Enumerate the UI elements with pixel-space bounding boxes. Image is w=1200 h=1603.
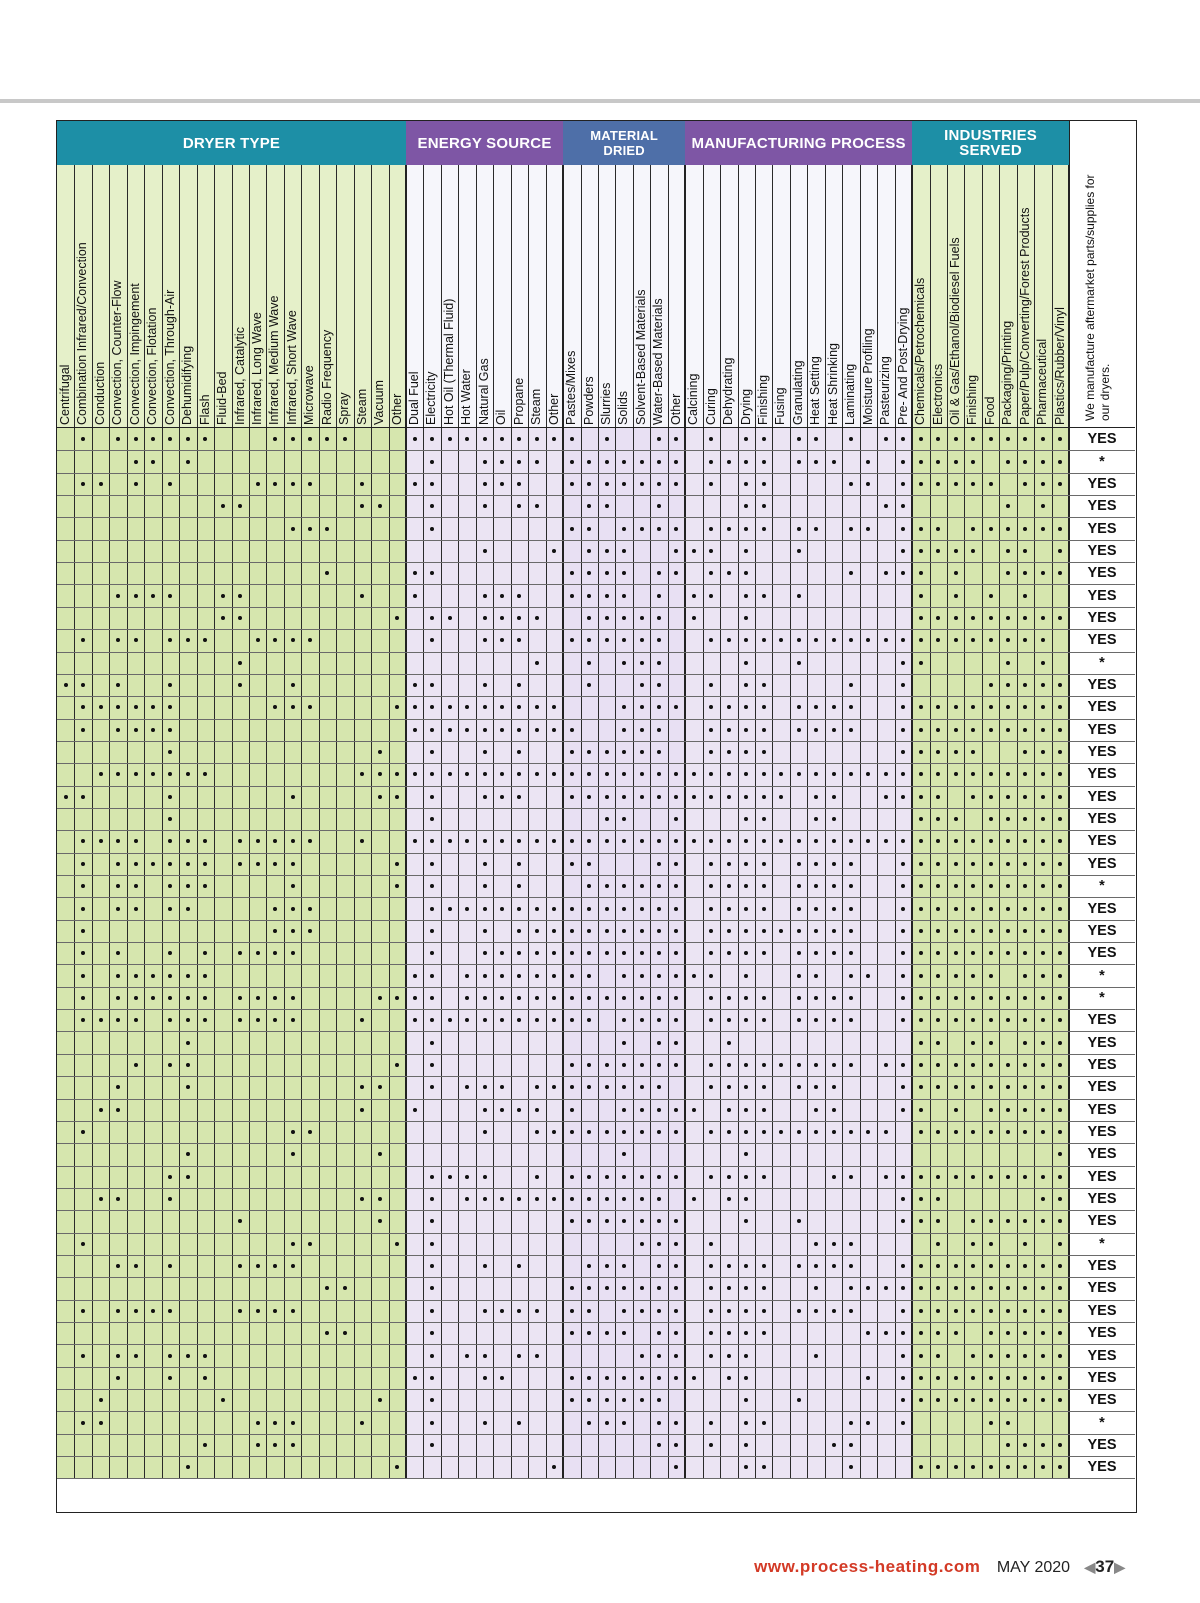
column-label-0-17: Steam (354, 388, 369, 425)
column-label-2-2: Slurries (598, 382, 613, 425)
aftermarket-answer: YES (1087, 699, 1117, 716)
footer-date: MAY 2020 (996, 1559, 1071, 1576)
page-number (1085, 1557, 1125, 1576)
page-right-arrow: ▶ (1114, 1559, 1125, 1575)
aftermarket-answer: YES (1087, 1101, 1117, 1118)
aftermarket-answer: YES (1087, 811, 1117, 828)
aftermarket-answer: YES (1087, 1056, 1117, 1073)
aftermarket-answer: * (1099, 453, 1105, 470)
column-label-0-18: Vacuum (372, 380, 387, 425)
aftermarket-answer: YES (1087, 1436, 1117, 1453)
column-label-3-11: Pasteurizing (878, 356, 893, 425)
column-label-0-19: Other (389, 393, 404, 425)
column-label-0-13: Infrared, Short Wave (284, 310, 299, 425)
column-label-3-9: Laminating (843, 363, 858, 425)
dryer-matrix-table (56, 120, 1137, 1513)
column-label-0-11: Infrared, Long Wave (249, 312, 264, 425)
column-label-4-6: Paper/Pulp/Converting/Forest Products (1017, 207, 1032, 425)
page-number-value: 37 (1095, 1557, 1115, 1576)
footer-url[interactable]: www.process-heating.com (754, 1557, 981, 1576)
column-label-3-2: Dehydrating (721, 357, 736, 425)
column-label-1-8: Other (546, 393, 561, 425)
aftermarket-answer: YES (1087, 1369, 1117, 1386)
aftermarket-answer: YES (1087, 766, 1117, 783)
group-header-1: ENERGY SOURCE (406, 121, 563, 165)
column-label-1-0: Dual Fuel (407, 371, 421, 425)
group-header-2: MATERIAL DRIED (563, 121, 685, 165)
aftermarket-answer: YES (1087, 945, 1117, 962)
column-label-3-7: Heat Setting (808, 356, 823, 425)
column-label-0-0: Centrifugal (58, 364, 72, 425)
column-label-4-8: Plastics/Rubber/Vinyl (1052, 307, 1067, 425)
group-header-4: INDUSTRIES SERVED (912, 121, 1069, 165)
aftermarket-answer: YES (1087, 721, 1117, 738)
column-label-3-0: Calcining (686, 373, 701, 425)
aftermarket-answer: * (1099, 654, 1105, 671)
aftermarket-answer: YES (1087, 609, 1117, 626)
column-label-3-10: Moisture Profiling (860, 328, 875, 425)
aftermarket-answer: YES (1087, 1280, 1117, 1297)
column-label-0-2: Conduction (92, 361, 107, 425)
aftermarket-answer: YES (1087, 1213, 1117, 1230)
aftermarket-answer: YES (1087, 542, 1117, 559)
column-label-1-2: Hot Oil (Thermal Fluid) (441, 298, 456, 425)
column-label-1-6: Propane (511, 377, 526, 425)
column-label-0-4: Convection, Impingement (127, 283, 142, 425)
column-label-3-3: Drying (738, 388, 753, 425)
column-label-2-6: Other (668, 393, 683, 425)
column-label-4-2: Oil & Gas/Ethanol/Biodiesel Fuels (947, 237, 962, 425)
column-label-0-9: Fluid-Bed (215, 371, 230, 425)
column-label-3-6: Granulating (790, 360, 805, 425)
aftermarket-answer: YES (1087, 1012, 1117, 1029)
column-label-0-8: Flash (197, 394, 212, 425)
aftermarket-answer: YES (1087, 475, 1117, 492)
aftermarket-answer: YES (1087, 922, 1117, 939)
column-label-1-5: Oil (494, 409, 509, 425)
aftermarket-answer: YES (1087, 632, 1117, 649)
aftermarket-answer: YES (1087, 677, 1117, 694)
aftermarket-answer: YES (1087, 1079, 1117, 1096)
column-label-0-6: Convection, Through-Air (162, 289, 177, 425)
aftermarket-answer: * (1099, 878, 1105, 895)
aftermarket-answer: YES (1087, 1392, 1117, 1409)
column-label-2-5: Water-Based Materials (651, 298, 666, 425)
column-label-4-4: Food (982, 396, 997, 425)
aftermarket-answer: YES (1087, 498, 1117, 515)
aftermarket-answer: YES (1087, 744, 1117, 761)
page-footer (0, 1557, 1125, 1577)
aftermarket-answer: * (1099, 1414, 1105, 1431)
column-label-2-4: Solvent-Based Materials (633, 289, 648, 425)
column-label-2-1: Powders (581, 376, 596, 425)
column-label-3-5: Fusing (773, 387, 788, 425)
column-label-4-7: Pharmaceutical (1035, 338, 1050, 425)
column-label-0-12: Infrared, Medium Wave (267, 295, 282, 425)
column-label-1-7: Steam (529, 388, 544, 425)
aftermarket-answer: YES (1087, 833, 1117, 850)
column-label-2-0: Pastes/Mixes (564, 350, 579, 425)
aftermarket-answer: YES (1087, 1191, 1117, 1208)
page-left-arrow: ◀ (1084, 1559, 1096, 1575)
aftermarket-answer: YES (1087, 431, 1117, 448)
column-label-0-1: Combination Infrared/Convection (75, 242, 90, 425)
aftermarket-answer: * (1099, 989, 1105, 1006)
aftermarket-answer: YES (1087, 1258, 1117, 1275)
aftermarket-answer: YES (1087, 1034, 1117, 1051)
column-label-0-7: Dehumidifying (180, 345, 195, 425)
aftermarket-answer: YES (1087, 1168, 1117, 1185)
aftermarket-answer: YES (1087, 1124, 1117, 1141)
aftermarket-answer: YES (1087, 587, 1117, 604)
aftermarket-answer: * (1099, 967, 1105, 984)
aftermarket-answer: * (1099, 1235, 1105, 1252)
aftermarket-answer: YES (1087, 855, 1117, 872)
column-label-0-16: Spray (337, 392, 352, 425)
aftermarket-answer: YES (1087, 1146, 1117, 1163)
column-label-0-3: Convection, Counter-Flow (110, 280, 125, 425)
column-label-1-4: Natural Gas (476, 358, 491, 425)
aftermarket-answer: YES (1087, 1459, 1117, 1476)
column-label-2-3: Solids (616, 390, 631, 425)
column-label-3-1: Curing (703, 388, 718, 425)
aftermarket-answer: YES (1087, 1325, 1117, 1342)
aftermarket-answer: YES (1087, 1347, 1117, 1364)
aftermarket-answer: YES (1087, 788, 1117, 805)
column-label-0-10: Infrared, Catalytic (232, 327, 247, 425)
aftermarket-answer: YES (1087, 565, 1117, 582)
top-rule (0, 99, 1200, 103)
aftermarket-answer: YES (1087, 520, 1117, 537)
column-label-4-3: Finishing (965, 374, 980, 425)
column-label-4-5: Packaging/Printing (1000, 320, 1015, 425)
aftermarket-answer: YES (1087, 1302, 1117, 1319)
column-label-4-1: Electronics (930, 363, 945, 425)
column-label-3-4: Finishing (756, 374, 770, 425)
aftermarket-column (57, 121, 1136, 1512)
aftermarket-header: We manufacture aftermarket parts/supplies for our dryers. (1083, 174, 1112, 421)
column-label-1-1: Electricity (424, 371, 439, 425)
column-label-3-8: Heat Shrinking (825, 343, 840, 425)
column-label-3-12: Pre- And Post-Drying (895, 307, 910, 425)
group-header-3: MANUFACTURING PROCESS (685, 121, 912, 165)
column-label-0-5: Convection, Flotation (145, 307, 160, 425)
column-label-0-15: Radio Frequency (319, 329, 334, 425)
column-label-1-3: Hot Water (459, 369, 474, 425)
aftermarket-answer: YES (1087, 900, 1117, 917)
group-header-0: DRYER TYPE (57, 121, 406, 165)
column-label-0-14: Microwave (302, 365, 317, 425)
column-label-4-0: Chemicals/Petrochemicals (913, 277, 928, 425)
